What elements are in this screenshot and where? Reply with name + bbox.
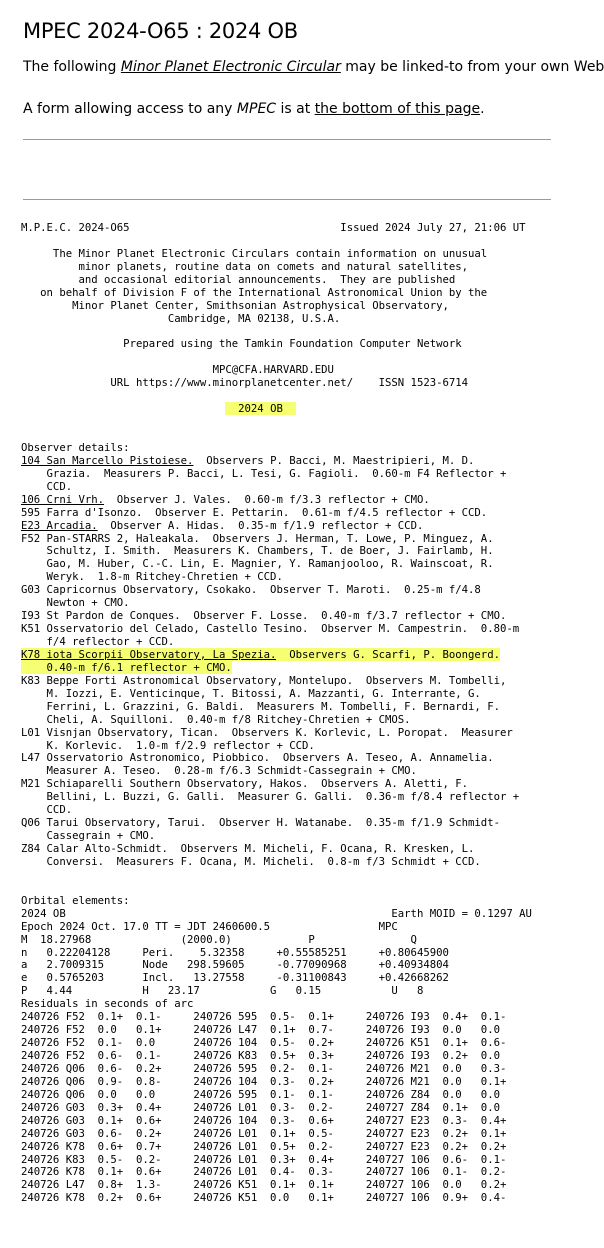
line-text: Observer J. Vales. 0.60-m f/3.3 reflector + CMO. <box>104 492 430 506</box>
line-text: L01 Visnjan Observatory, Tican. Observers K. Korlevic, L. Poropat. Measurer <box>21 725 513 739</box>
page-title: MPEC 2024-O65 : 2024 OB <box>23 19 298 43</box>
line-text: 240726 G03 0.1+ 0.6+ 240726 104 0.3- 0.6+ 240727 E23 0.3- 0.4+ <box>21 1113 507 1127</box>
line-text: 240726 F52 0.0 0.1+ 240726 L47 0.1+ 0.7- 240726 I93 0.0 0.0 <box>21 1023 500 1037</box>
line-text: Observers P. Bacci, M. Maestripieri, M. D. <box>193 453 475 467</box>
circular-line <box>21 416 532 429</box>
line-text: Conversi. Measurers F. Ocana, M. Micheli. 0.8-m f/3 Schmidt + CCD. <box>21 854 481 868</box>
line-text: F52 Pan-STARRS 2, Haleakala. Observers J. Herman, T. Lowe, P. Minguez, A. <box>21 531 494 545</box>
circular-line <box>21 313 532 326</box>
line-text: Observer details: <box>21 440 130 454</box>
line-text: f/4 reflector + CCD. <box>21 635 175 648</box>
line-text: P 4.44 H 23.17 G 0.15 U 8 <box>21 984 424 998</box>
circular-line <box>21 338 532 351</box>
line-text: M.P.E.C. 2024-O65 Issued 2024 July 27, 21:06 UT <box>21 221 526 234</box>
line-text <box>21 402 225 415</box>
circular-line <box>21 649 532 662</box>
line-text: G03 Capricornus Observatory, Csokako. Observer T. Maroti. 0.25-m f/4.8 <box>21 583 481 597</box>
line-text: 240726 L47 0.8+ 1.3- 240726 K51 0.1+ 0.1+ 240727 106 0.0 0.2+ <box>21 1178 507 1192</box>
line-text: 240726 Q06 0.9- 0.8- 240726 104 0.3- 0.2+ 240726 M21 0.0 0.1+ <box>21 1074 507 1088</box>
divider-top <box>23 139 551 140</box>
circular-line <box>21 403 532 416</box>
line-text: Orbital elements: <box>21 893 130 907</box>
line-text: 240726 Q06 0.0 0.0 240726 595 0.1- 0.1- 240726 Z84 0.0 0.0 <box>21 1087 500 1101</box>
highlighted-text: 0.40-m f/6.1 reflector + CMO. <box>21 660 232 674</box>
line-text: n 0.22204128 Peri. 5.32358 +0.55585251 +0.80645900 <box>21 945 449 959</box>
line-text: CCD. <box>21 479 73 493</box>
mpec-info-link[interactable]: Minor Planet Electronic Circular <box>120 59 341 75</box>
line-text: K. Korlevic. 1.0-m f/2.9 reflector + CCD. <box>21 738 315 752</box>
line-text: Ferrini, L. Grazzini, G. Baldi. Measurers M. Tombelli, F. Bernardi, F. <box>21 699 500 713</box>
line-text: Minor Planet Center, Smithsonian Astrophysical Observatory, <box>21 298 449 312</box>
observatory-link[interactable]: E23 Arcadia. <box>21 518 98 532</box>
form-text: is at <box>276 101 315 117</box>
intro-text: may be linked-to from your own Web <box>340 59 604 75</box>
line-text: Schultz, I. Smith. Measurers K. Chambers, T. de Boer, J. Fairlamb, H. <box>21 544 494 558</box>
circular-line <box>21 869 532 882</box>
circular-line <box>21 468 532 481</box>
circular-line <box>21 1192 532 1205</box>
line-text: a 2.7009315 Node 298.59605 -0.77090968 +0.40934804 <box>21 958 449 972</box>
line-text: Grazia. Measurers P. Bacci, L. Tesi, G. Fagioli. 0.60-m F4 Reflector + <box>21 466 507 480</box>
circular-line <box>21 791 532 804</box>
highlighted-text: 2024 OB <box>225 402 296 416</box>
form-access-paragraph <box>23 101 485 117</box>
line-text: 595 Farra d'Isonzo. Observer E. Pettarin. 0.61-m f/4.5 reflector + CCD. <box>21 505 488 519</box>
line-text: Prepared using the Tamkin Foundation Computer Network <box>21 337 462 351</box>
line-text: I93 St Pardon de Conques. Observer F. Losse. 0.40-m f/3.7 reflector + CMO. <box>21 609 507 623</box>
line-text: 240726 F52 0.1- 0.0 240726 104 0.5- 0.2+ 240726 K51 0.1+ 0.6- <box>21 1036 507 1050</box>
line-text: CCD. <box>21 803 73 817</box>
line-text: L47 Osservatorio Astronomico, Piobbico. Observers A. Teseo, A. Annamelia. <box>21 751 494 765</box>
line-text: K51 Osservatorio del Celado, Castello Tesino. Observer M. Campestrin. 0.80-m <box>21 622 520 636</box>
circular-line <box>21 377 532 390</box>
line-text: Cambridge, MA 02138, U.S.A. <box>21 311 341 325</box>
line-text: Residuals in seconds of arc <box>21 997 194 1011</box>
bottom-of-page-link[interactable]: the bottom of this page <box>314 101 481 117</box>
line-text: Observer A. Hidas. 0.35-m f/1.9 reflector + CCD. <box>97 518 424 532</box>
line-text: The Minor Planet Electronic Circulars contain information on unusual <box>21 246 488 260</box>
line-text: Newton + CMO. <box>21 596 130 610</box>
line-text: 240726 K78 0.1+ 0.6+ 240726 L01 0.4- 0.3- 240727 106 0.1- 0.2- <box>21 1165 507 1179</box>
observatory-link[interactable]: 104 San Marcello Pistoiese. <box>21 453 194 467</box>
line-text: M. Iozzi, E. Venticinque, T. Bitossi, A. Mazzanti, G. Interrante, G. <box>21 686 481 700</box>
intro-text: The following <box>23 59 121 75</box>
line-text: Weryk. 1.8-m Ritchey-Chretien + CCD. <box>21 570 283 584</box>
line-text: URL https://www.minorplanetcenter.net/ ISSN 1523-6714 <box>21 376 469 390</box>
line-text: Z84 Calar Alto-Schmidt. Observers M. Micheli, F. Ocana, R. Kresken, L. <box>21 842 475 855</box>
circular-line <box>21 856 532 869</box>
line-text: Epoch 2024 Oct. 17.0 TT = JDT 2460600.5 MPC <box>21 919 398 933</box>
intro-paragraph <box>23 59 604 75</box>
circular-line <box>21 636 532 649</box>
line-text: K83 Beppe Forti Astronomical Observatory, Montelupo. Observers M. Tombelli, <box>21 673 507 687</box>
line-text: 240726 F52 0.6- 0.1- 240726 K83 0.5+ 0.3+ 240726 I93 0.2+ 0.0 <box>21 1049 500 1062</box>
line-text: Gao, M. Huber, C.-C. Lin, E. Magnier, Y. Ramanjooloo, R. Wainscoat, R. <box>21 557 494 571</box>
circular-body <box>21 222 532 1205</box>
line-text: on behalf of Division F of the International Astronomical Union by the <box>21 285 488 299</box>
line-text: Bellini, L. Buzzi, G. Galli. Measurer G. Galli. 0.36-m f/8.4 reflector + <box>21 790 520 804</box>
line-text: 240726 Q06 0.6- 0.2+ 240726 595 0.2- 0.1- 240726 M21 0.0 0.3- <box>21 1061 507 1075</box>
line-text: 240726 K83 0.5- 0.2- 240726 L01 0.3+ 0.4+ 240727 106 0.6- 0.1- <box>21 1152 507 1166</box>
highlighted-text: Observers G. Scarfi, P. Boongerd. <box>276 647 500 661</box>
observatory-link[interactable]: 106 Crni Vrh. <box>21 492 105 506</box>
line-text: Cheli, A. Squilloni. 0.40-m f/8 Ritchey-Chretien + CMOS. <box>21 712 411 726</box>
line-text: e 0.5765203 Incl. 13.27558 -0.31100843 +0.42668262 <box>21 971 449 985</box>
form-text: . <box>480 101 485 117</box>
line-text: 240726 K78 0.2+ 0.6+ 240726 K51 0.0 0.1+ 240727 106 0.9+ 0.4- <box>21 1191 507 1205</box>
line-text: 2024 OB Earth MOID = 0.1297 AU <box>21 906 532 920</box>
line-text: M21 Schiaparelli Southern Observatory, Hakos. Observers A. Aletti, F. <box>21 777 469 791</box>
observatory-link[interactable]: K78 iota Scorpii Observatory, La Spezia. <box>21 647 277 661</box>
line-text: Measurer A. Teseo. 0.28-m f/6.3 Schmidt-Cassegrain + CMO. <box>21 764 417 778</box>
divider-bottom <box>23 199 551 200</box>
line-text: Q06 Tarui Observatory, Tarui. Observer H. Watanabe. 0.35-m f/1.9 Schmidt- <box>21 816 500 830</box>
line-text: M 18.27968 (2000.0) P Q <box>21 932 417 946</box>
line-text: minor planets, routine data on comets and natural satellites, <box>21 259 469 273</box>
line-text: and occasional editorial announcements. They are published <box>21 272 456 286</box>
line-text: MPC@CFA.HARVARD.EDU <box>21 363 334 377</box>
circular-line <box>21 222 532 235</box>
line-text: 240726 K78 0.6+ 0.7+ 240726 L01 0.5+ 0.2- 240727 E23 0.2+ 0.2+ <box>21 1139 507 1153</box>
form-text: A form allowing access to any <box>23 101 237 117</box>
line-text: 240726 F52 0.1+ 0.1- 240726 595 0.5- 0.1+ 240726 I93 0.4+ 0.1- <box>21 1010 507 1024</box>
line-text: Cassegrain + CMO. <box>21 829 156 843</box>
line-text: 240726 G03 0.3+ 0.4+ 240726 L01 0.3- 0.2- 240727 Z84 0.1+ 0.0 <box>21 1100 500 1114</box>
mpec-emphasis: MPEC <box>236 101 277 117</box>
line-text: 240726 G03 0.6- 0.2+ 240726 L01 0.1+ 0.5- 240727 E23 0.2+ 0.1+ <box>21 1126 507 1140</box>
